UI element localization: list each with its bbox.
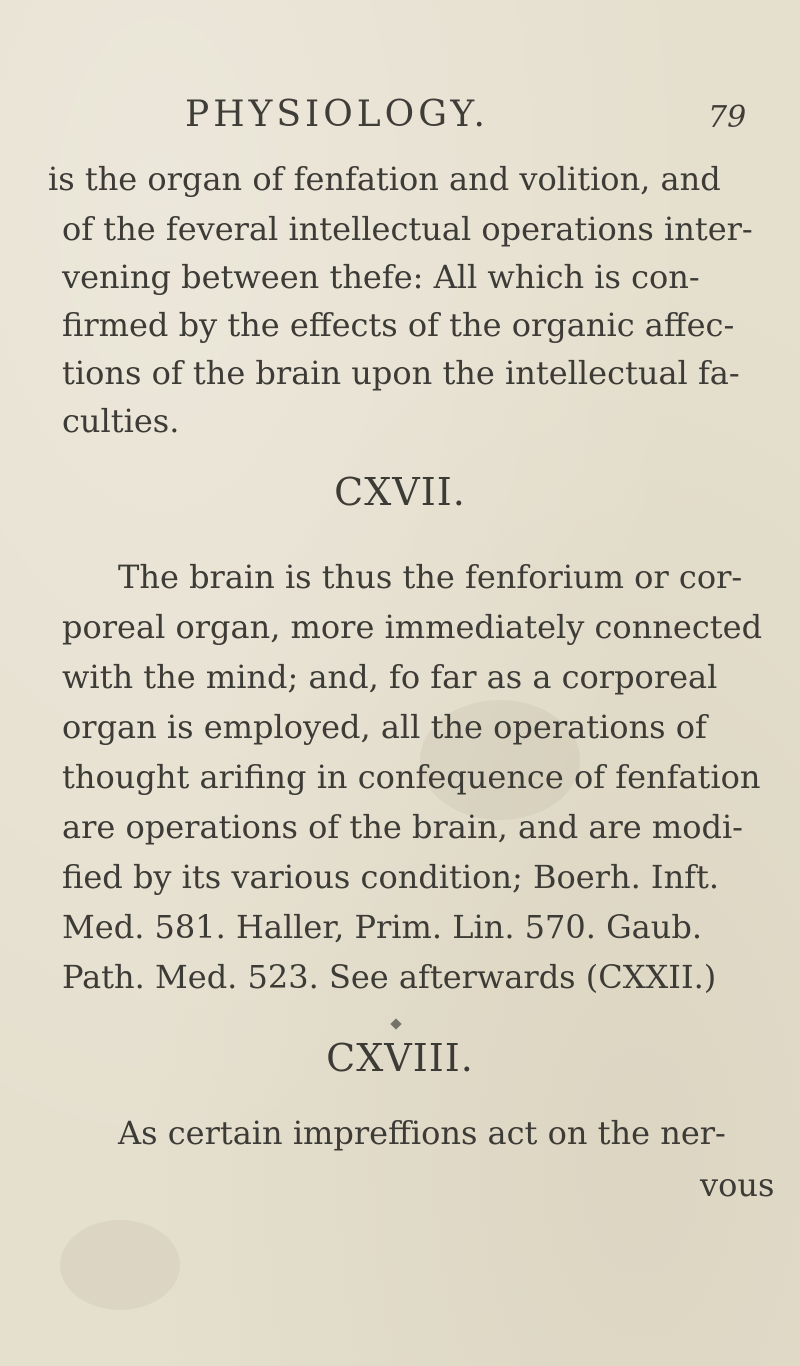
running-title: PHYSIOLOGY. <box>185 94 489 135</box>
catchword: vous <box>700 1166 775 1204</box>
page-header <box>0 92 800 142</box>
text-line: is the organ of fenfation and volition, and <box>48 160 721 198</box>
text-line: with the mind; and, fo far as a corporeal <box>62 658 718 696</box>
text-line: culties. <box>62 402 180 440</box>
text-line: As certain impreffions act on the ner- <box>118 1114 726 1152</box>
section-heading: CXVII. <box>334 470 466 514</box>
text-line: firmed by the effects of the organic affec- <box>62 306 735 344</box>
text-line: thought arifing in confequence of fenfation <box>62 758 761 796</box>
text-line: Med. 581. Haller, Prim. Lin. 570. Gaub. <box>62 908 702 946</box>
text-line: organ is employed, all the operations of <box>62 708 707 746</box>
paper-stain <box>60 1220 180 1310</box>
text-line: are operations of the brain, and are modi- <box>62 808 743 846</box>
text-line: poreal organ, more immediately connected <box>62 608 763 646</box>
text-line: tions of the brain upon the intellectual fa- <box>62 354 740 392</box>
text-line: Path. Med. 523. See afterwards (CXXII.) <box>62 958 717 996</box>
ornament-mark <box>390 1018 401 1029</box>
text-line: fied by its various condition; Boerh. Inft. <box>62 858 720 896</box>
text-line: of the feveral intellectual operations inter- <box>62 210 753 248</box>
page-number: 79 <box>708 100 747 135</box>
text-line: vening between thefe: All which is con- <box>62 258 700 296</box>
text-line: The brain is thus the fenforium or cor- <box>118 558 743 596</box>
section-heading: CXVIII. <box>326 1036 474 1080</box>
